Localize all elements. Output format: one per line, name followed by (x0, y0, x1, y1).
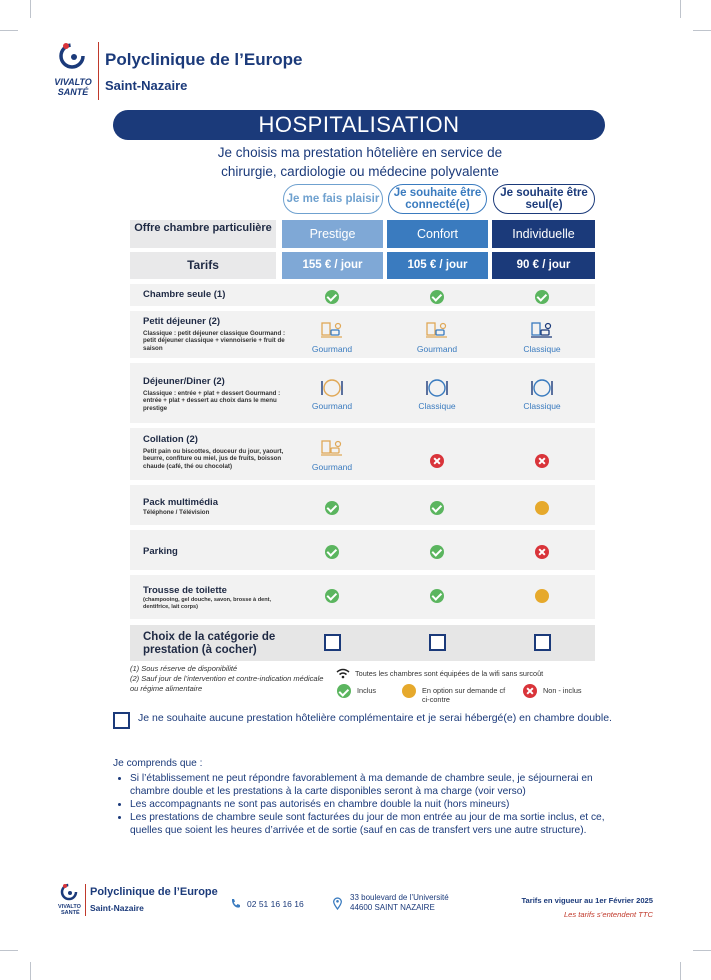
footer-phone (230, 898, 304, 909)
legend-label: Inclus (357, 686, 377, 695)
legend-label: En option sur demande cf ci-contre (422, 686, 506, 704)
choice-label: Choix de la catégorie de prestation (à cocher) (143, 631, 276, 656)
row-description: Petit pain ou biscottes, douceur du jour, yaourt, beurre, confiture ou miel, jus de fruits, boisson chaude (café, thé ou chocolat) (143, 448, 284, 470)
icon-caption: Gourmand (311, 344, 353, 354)
phone-icon (230, 898, 241, 909)
crop-mark (30, 0, 31, 18)
legend-included (337, 684, 376, 698)
optional-icon (535, 589, 549, 603)
address-line-2: 44600 SAINT NAZAIRE (350, 903, 435, 912)
legend-not-included (523, 684, 582, 698)
icon-caption: Gourmand (416, 344, 458, 354)
offer-label: Offre chambre particulière (130, 220, 276, 248)
optional-icon (402, 684, 416, 698)
footer-clinic-name: Polyclinique de l’Europe (90, 886, 218, 898)
included-icon (430, 501, 444, 515)
included-icon (325, 501, 339, 515)
breakfast-icon (530, 320, 554, 342)
table-row (130, 311, 595, 358)
included-icon (430, 290, 444, 304)
offer-prestige: Prestige (282, 220, 383, 248)
offer-individuelle: Individuelle (492, 220, 595, 248)
footer-tarif-note (478, 894, 653, 922)
terms-intro: Je comprends que : (113, 758, 203, 769)
list-item: • Les accompagnants ne sont pas autorisés en chambre double la nuit (hors mineurs) (130, 798, 613, 811)
checkbox-confort[interactable] (429, 634, 446, 651)
icon-caption: Classique (523, 401, 561, 411)
row-title: Pack multimédia (143, 497, 218, 508)
table-row (130, 284, 595, 306)
price-prestige: 155 € / jour (282, 252, 383, 279)
opt-out-checkbox[interactable] (113, 712, 130, 729)
crop-mark (0, 30, 18, 31)
clinic-city: Saint-Nazaire (105, 78, 188, 93)
crop-mark (693, 950, 711, 951)
table-row (130, 428, 595, 480)
clinic-name: Polyclinique de l’Europe (105, 50, 303, 69)
location-pin-icon (333, 897, 342, 910)
tagline-confort: Je souhaite être connecté(e) (388, 184, 487, 214)
footer-separator (85, 884, 86, 916)
meal-icon (320, 377, 344, 399)
header (55, 40, 375, 102)
row-description: Classique : entrée + plat + dessert Gourmand : entrée + plat + dessert au choix dans le menu prestige (143, 390, 281, 412)
crop-mark (0, 950, 18, 951)
icon-caption: Classique (418, 401, 456, 411)
table-row (130, 363, 595, 423)
legend-label: Non - inclus (543, 686, 582, 695)
row-title: Petit déjeuner (2) (143, 316, 221, 327)
legend-wifi (336, 668, 543, 679)
footer-address (333, 893, 449, 913)
phone-number: 02 51 16 16 16 (247, 898, 304, 909)
offer-confort: Confort (387, 220, 488, 248)
meal-icon (530, 377, 554, 399)
included-icon (430, 545, 444, 559)
breakfast-icon (425, 320, 449, 342)
icon-caption: Classique (523, 344, 561, 354)
svg-text:SANTÉ: SANTÉ (61, 910, 80, 916)
icon-caption: Gourmand (311, 401, 353, 411)
choice-row (130, 625, 595, 661)
crop-mark (693, 30, 711, 31)
not-included-icon (523, 684, 537, 698)
breakfast-icon (320, 320, 344, 342)
included-icon (325, 545, 339, 559)
meal-icon (425, 377, 449, 399)
crop-mark (680, 0, 681, 18)
row-title: Trousse de toilette (143, 585, 227, 596)
list-item: • Les prestations de chambre seule sont facturées du jour de mon entrée au jour de ma sortie inclus, et ce, quelles que soient les heures d’arrivée et de sortie (sauf en cas de transfert vers une autre structure). (130, 811, 613, 837)
footer (58, 882, 658, 922)
wifi-note: Toutes les chambres sont équipées de la wifi sans surcoût (355, 669, 544, 678)
price-confort: 105 € / jour (387, 252, 488, 279)
tagline-prestige: Je me fais plaisir (283, 184, 383, 214)
row-title: Parking (143, 546, 178, 557)
included-icon (337, 684, 351, 698)
page-title: HOSPITALISATION (113, 110, 605, 140)
optional-icon (535, 501, 549, 515)
vivalto-logo-icon (58, 882, 82, 916)
included-icon (325, 589, 339, 603)
tagline-individuelle: Je souhaite être seul(e) (493, 184, 595, 214)
not-included-icon (535, 454, 549, 468)
row-title: Collation (2) (143, 434, 198, 445)
row-description: Classique : petit déjeuner classique Gourmand : petit déjeuner classique + viennoiserie + fruit de saison (143, 330, 286, 352)
opt-out-option (113, 711, 613, 729)
brand-wordmark: VIVALTO SANTÉ (54, 77, 92, 97)
not-included-icon (430, 454, 444, 468)
row-description: Téléphone / Télévision (143, 509, 210, 516)
icon-caption: Gourmand (311, 462, 353, 472)
page-subtitle: Je choisis ma prestation hôtelière en service de chirurgie, cardiologie ou médecine polyvalente (217, 145, 503, 179)
not-included-icon (535, 545, 549, 559)
crop-mark (680, 962, 681, 980)
tarif-validity: Tarifs en vigueur au 1er Février 2025 (521, 896, 653, 905)
tarifs-label: Tarifs (130, 252, 276, 279)
ttc-note: Les tarifs s’entendent TTC (563, 910, 653, 919)
included-icon (535, 290, 549, 304)
svg-text:VIVALTO: VIVALTO (58, 904, 81, 910)
table-row (130, 485, 595, 525)
crop-mark (30, 962, 31, 980)
opt-out-label: Je ne souhaite aucune prestation hôtelière complémentaire et je serai hébergé(e) en chambre double. (138, 712, 612, 724)
checkbox-individuelle[interactable] (534, 634, 551, 651)
included-icon (325, 290, 339, 304)
table-row (130, 575, 595, 619)
wifi-icon (336, 668, 350, 679)
snack-icon (320, 438, 344, 460)
terms-section (113, 757, 613, 837)
row-description: (champooing, gel douche, savon, brosse à dent, dentifrice, lait corps) (143, 597, 272, 610)
footnotes (130, 664, 330, 694)
footnote-2: (2) Sauf jour de l’intervention et contre-indication médicale ou régime alimentaire (130, 674, 324, 693)
footnote-1: (1) Sous réserve de disponibilité (130, 664, 238, 673)
list-item: • Si l’établissement ne peut répondre favorablement à ma demande de chambre seule, je séjournerai en chambre double et les prestations à la carte disponibles seront à ma charge (voir verso) (130, 772, 613, 798)
included-icon (430, 589, 444, 603)
price-individuelle: 90 € / jour (492, 252, 595, 279)
row-title: Chambre seule (1) (143, 289, 226, 300)
legend-optional (402, 684, 507, 704)
row-title: Déjeuner/Diner (2) (143, 376, 225, 387)
checkbox-prestige[interactable] (324, 634, 341, 651)
header-separator (98, 42, 99, 100)
footer-clinic-city: Saint-Nazaire (90, 903, 144, 913)
address-line-1: 33 boulevard de l’Université (350, 893, 449, 902)
table-row (130, 530, 595, 570)
terms-list (130, 772, 613, 837)
